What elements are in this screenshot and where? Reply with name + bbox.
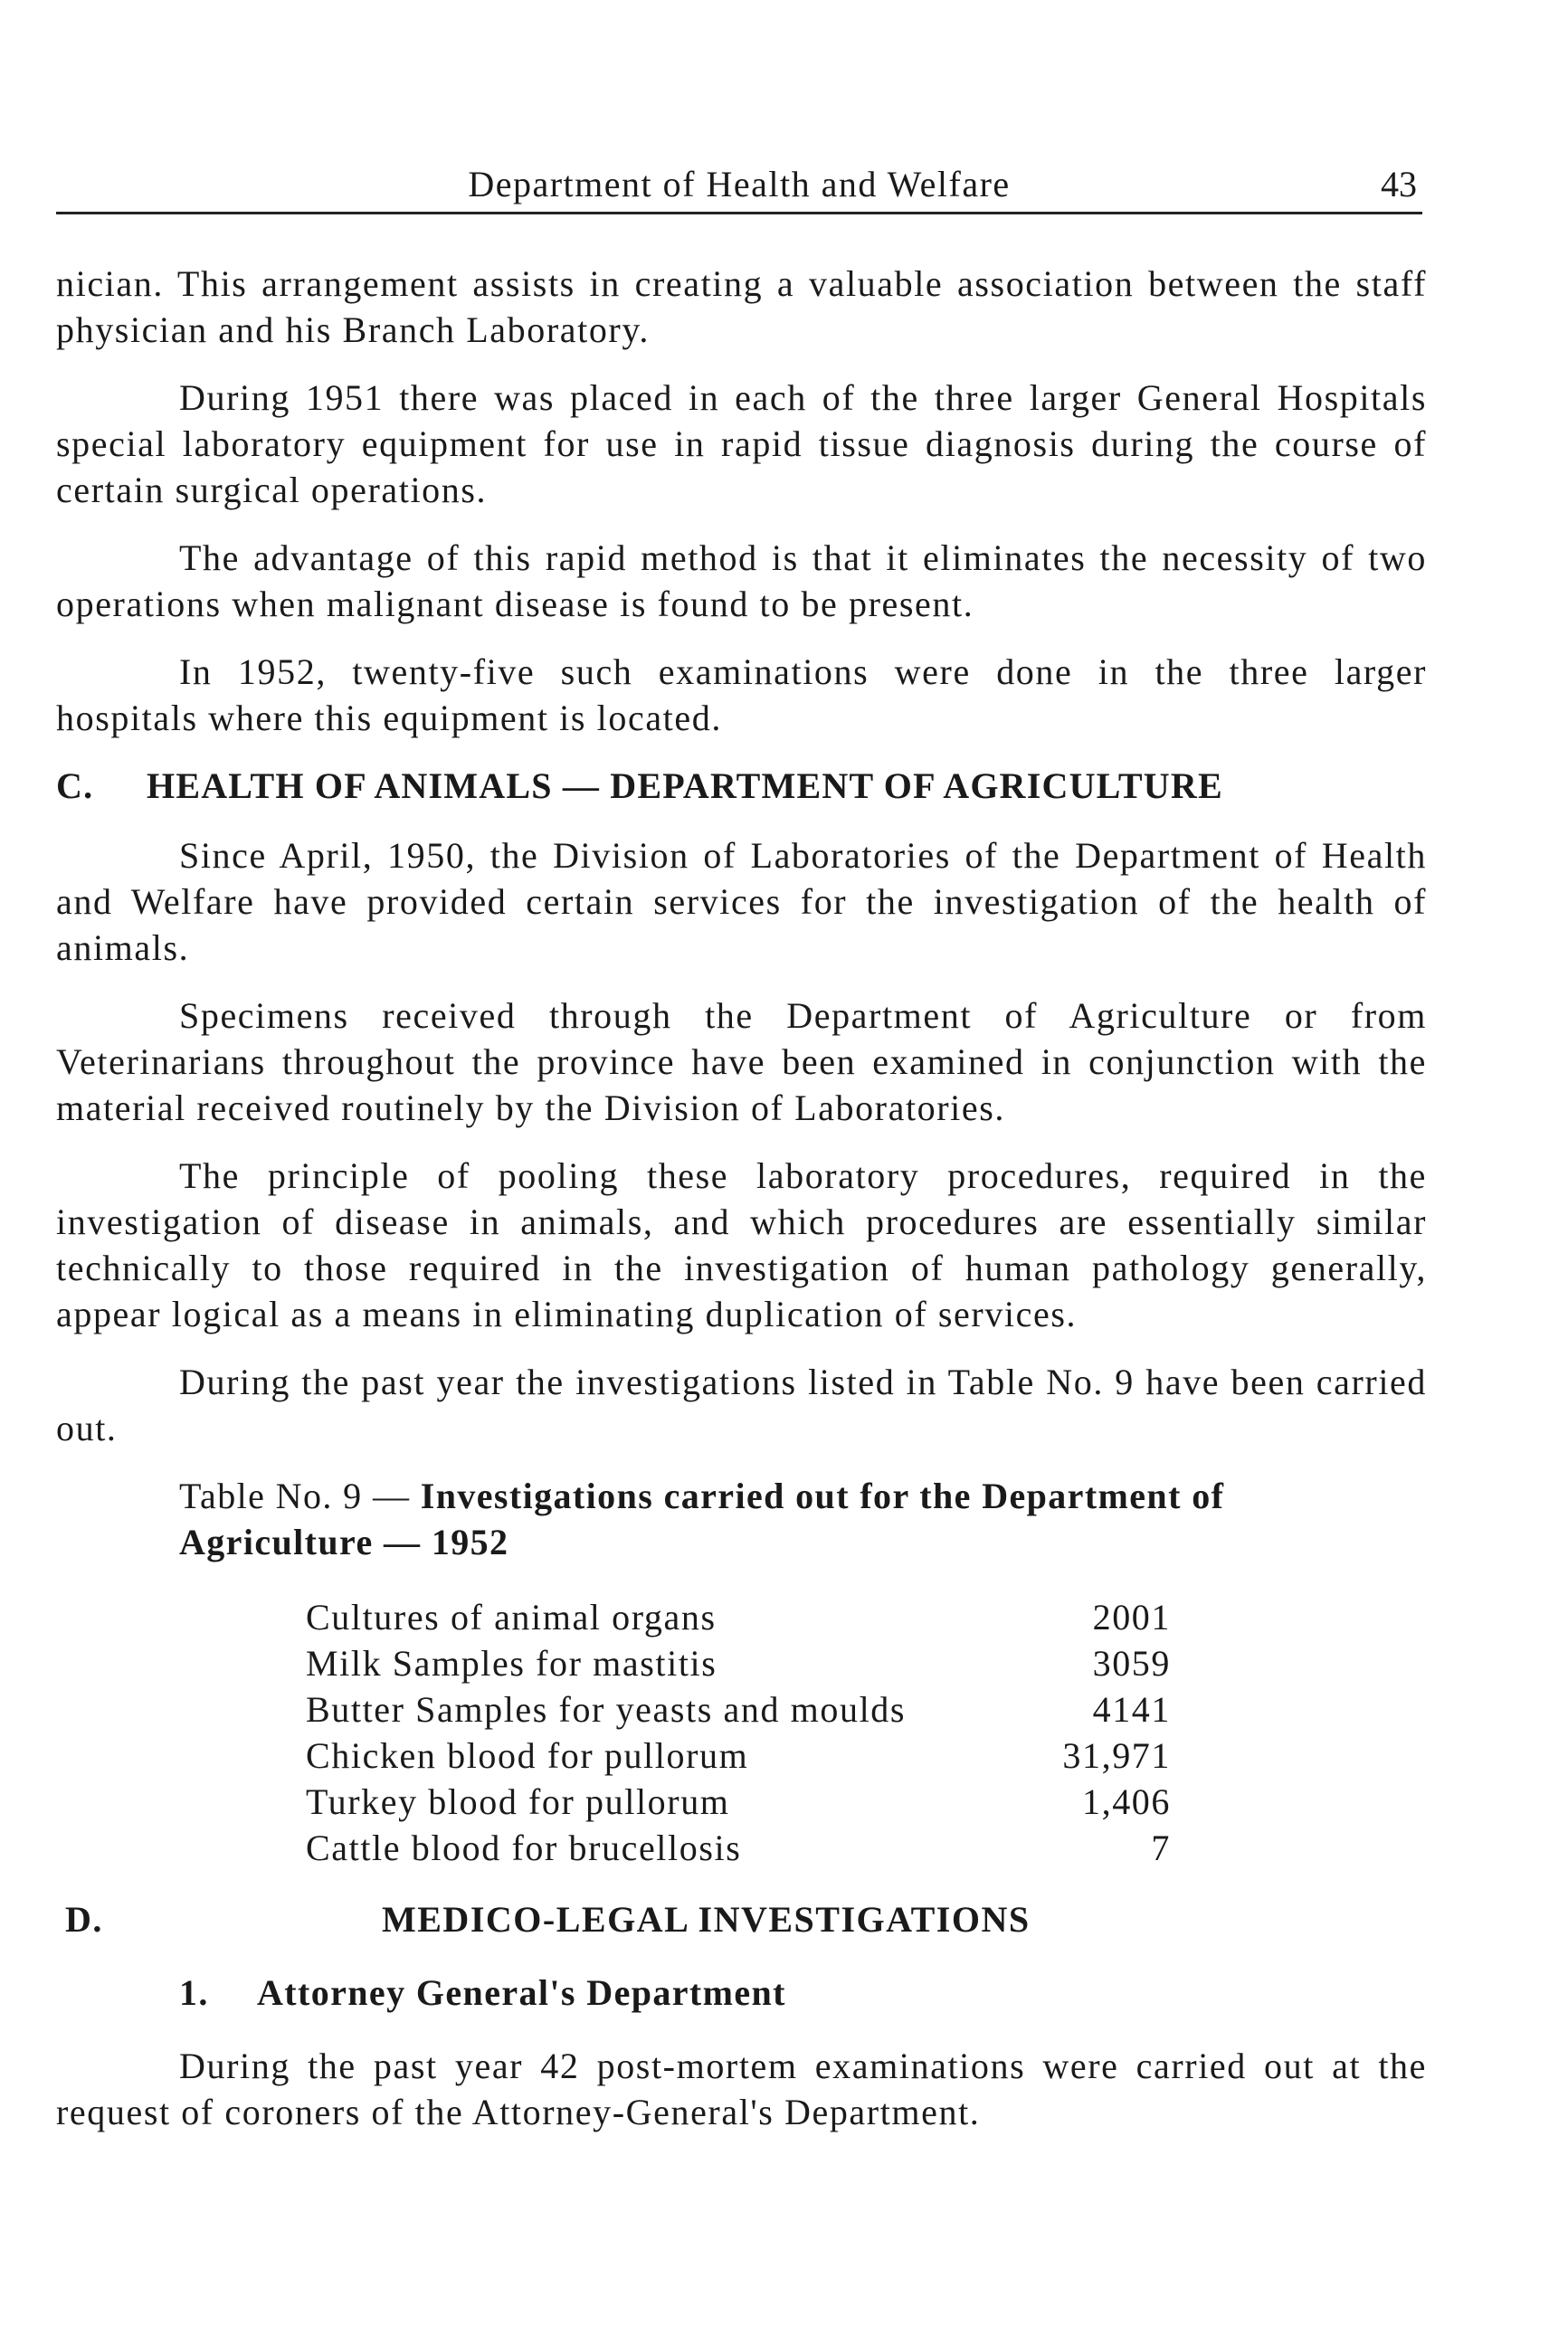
row-value: 7 (1151, 1828, 1171, 1868)
paragraph-since-april: Since April, 1950, the Division of Laboratories of the Department of Health and Welfare have provided certain services for the investigation of the health of animals. (56, 835, 1427, 968)
dot-leader (906, 1640, 1048, 1686)
paragraph-post-mortem: During the past year 42 post-mortem examinations were carried out at the request of coroners of the Attorney-General's Department. (56, 2046, 1427, 2132)
table-row (306, 1825, 1171, 1871)
section-letter-d: D. (65, 1899, 103, 1940)
paragraph-specimens: Specimens received through the Department of Agriculture or from Veterinarians throughout the province have been examined in conjunction with the material received routinely by the Division of Laboratories. (56, 995, 1427, 1128)
table-caption (179, 1473, 1427, 1565)
paragraph-past-year: During the past year the investigations listed in Table No. 9 have been carried out. (56, 1362, 1427, 1448)
subsection-heading (179, 1970, 1427, 2016)
row-label: Milk Samples for mastitis (306, 1643, 717, 1684)
dot-leader (906, 1594, 1048, 1640)
section-title-c: HEALTH OF ANIMALS — DEPARTMENT OF AGRICULTURE (147, 765, 1223, 806)
page-body (56, 261, 1427, 2157)
header-title: Department of Health and Welfare (468, 164, 1011, 204)
row-value: 4141 (1092, 1689, 1171, 1730)
table-row (306, 1779, 1171, 1825)
investigations-table (306, 1594, 1171, 1871)
row-label: Cultures of animal organs (306, 1597, 717, 1638)
running-header (56, 161, 1422, 214)
row-value: 2001 (1092, 1597, 1171, 1638)
section-heading-d (56, 1896, 1427, 1942)
table-row (306, 1733, 1171, 1779)
page-number: 43 (1381, 164, 1417, 204)
dot-leader (906, 1779, 1048, 1825)
table-caption-prefix: Table No. 9 — (179, 1476, 411, 1516)
dot-leader (906, 1733, 1048, 1779)
paragraph-examinations-1952: In 1952, twenty-five such examinations were done in the three larger hospitals where this equipment is located. (56, 651, 1427, 738)
table-row (306, 1686, 1171, 1733)
row-label: Chicken blood for pullorum (306, 1735, 749, 1776)
paragraph-pooling: The principle of pooling these laboratory procedures, required in the investigation of disease in animals, and which procedures are essentially similar technically to those required in the investigation of human pathology generally, appear logical as a means in eliminating duplication of services. (56, 1155, 1427, 1334)
row-label: Cattle blood for brucellosis (306, 1828, 742, 1868)
table-row (306, 1640, 1171, 1686)
table-caption-text: Investigations carried out for the Department of Agriculture — 1952 (179, 1476, 1225, 1562)
row-value: 31,971 (1062, 1735, 1171, 1776)
subsection-title: Attorney General's Department (257, 1972, 786, 2013)
paragraph-advantage: The advantage of this rapid method is that it eliminates the necessity of two operations when malignant disease is found to be present. (56, 537, 1427, 624)
section-letter-c: C. (56, 765, 94, 806)
section-title-d: MEDICO-LEGAL INVESTIGATIONS (382, 1899, 1031, 1940)
row-label: Butter Samples for yeasts and moulds (306, 1689, 907, 1730)
row-value: 3059 (1092, 1643, 1171, 1684)
paragraph-continuation: nician. This arrangement assists in creating a valuable association between the staff physician and his Branch Laboratory. (56, 263, 1427, 350)
section-heading-c (56, 763, 1427, 809)
row-label: Turkey blood for pullorum (306, 1781, 730, 1822)
dot-leader (906, 1686, 1048, 1733)
paragraph-rapid-tissue: During 1951 there was placed in each of the three larger General Hospitals special laboratory equipment for use in rapid tissue diagnosis during the course of certain surgical operations. (56, 377, 1427, 510)
row-value: 1,406 (1082, 1781, 1171, 1822)
subsection-number: 1. (179, 1972, 209, 2013)
dot-leader (906, 1825, 1048, 1871)
table-row (306, 1594, 1171, 1640)
